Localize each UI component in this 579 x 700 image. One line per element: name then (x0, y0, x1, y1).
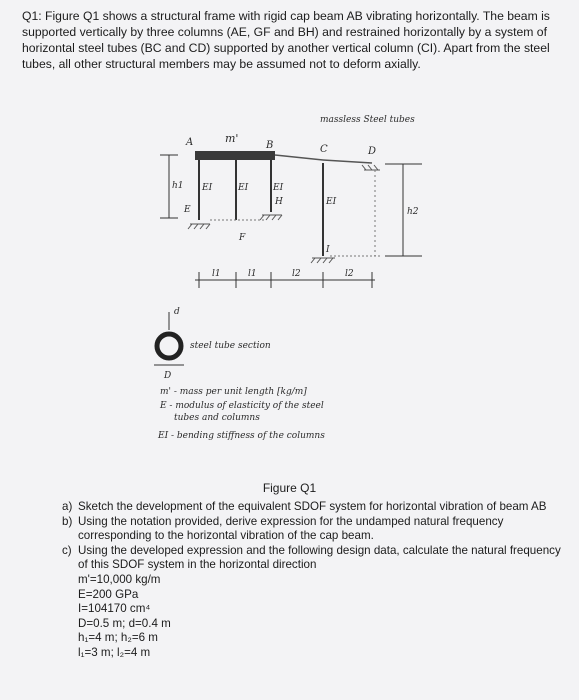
part-b-label: b) (62, 514, 73, 528)
design-data-item: m'=10,000 kg/m (78, 572, 161, 586)
part-a-text: Sketch the development of the equivalent SDOF system for horizontal vibration of beam AB (78, 500, 547, 513)
label-F: F (239, 233, 246, 243)
design-data-item: l₁=3 m; l₂=4 m (78, 645, 151, 659)
label-h1: h1 (172, 181, 184, 191)
part-c (62, 544, 562, 573)
sub-questions (62, 500, 562, 661)
label-EI-2: EI (238, 183, 249, 193)
note-1: m' - mass per unit length [kg/m] (160, 387, 307, 397)
tube-section-circle (157, 334, 181, 358)
label-B: B (266, 140, 274, 151)
label-E: E (184, 205, 191, 215)
part-b (62, 515, 562, 544)
part-c-text: Using the developed expression and the following design data, calculate the natural frequency of this SDOF system in the horizontal direction (78, 543, 561, 572)
label-EI-3: EI (273, 183, 284, 193)
tube-bc (275, 155, 323, 160)
label-D-dim: D (164, 371, 172, 381)
label-d: d (174, 307, 180, 317)
label-tube-section: steel tube section (190, 341, 271, 351)
label-l2-b: l2 (345, 269, 354, 279)
label-mprime: m' (225, 132, 239, 145)
design-data-item: D=0.5 m; d=0.4 m (78, 616, 171, 630)
label-l1-a: l1 (212, 269, 221, 279)
label-A: A (186, 137, 194, 148)
tube-cd (323, 160, 372, 163)
label-h2: h2 (407, 207, 419, 217)
note-4: EI - bending stiffness of the columns (158, 431, 325, 441)
label-l2-a: l2 (292, 269, 301, 279)
label-C: C (320, 144, 328, 155)
label-I: I (326, 245, 330, 255)
frame-diagram (140, 108, 440, 468)
label-l1-b: l1 (248, 269, 257, 279)
label-EI-4: EI (326, 197, 337, 207)
figure-q1 (140, 108, 440, 468)
label-massless: massless Steel tubes (320, 115, 415, 125)
note-2: E - modulus of elasticity of the steel (160, 401, 324, 411)
label-EI-1: EI (202, 183, 213, 193)
design-data-item: h₁=4 m; h₂=6 m (78, 631, 158, 645)
label-H: H (275, 197, 283, 207)
design-data-item: I=104170 cm⁴ (78, 602, 151, 616)
label-D: D (368, 146, 377, 157)
design-data (78, 573, 562, 661)
cap-beam-ab (195, 151, 275, 160)
figure-caption: Figure Q1 (262, 481, 317, 495)
part-a (62, 500, 562, 515)
design-data-item: E=200 GPa (78, 587, 139, 601)
part-c-label: c) (62, 543, 72, 557)
question-text: Q1: Figure Q1 shows a structural frame with rigid cap beam AB vibrating horizontally. The beam is supported vertically by three columns (AE, GF and BH) and restrained horizontally by a system of horizontal steel tubes (BC and CD) supported by another vertical column (CI). Apart from the steel tubes, all other structural members may be assumed not to deform axially. (22, 9, 550, 71)
support-hatching (188, 165, 380, 263)
note-3: tubes and columns (174, 413, 260, 423)
part-a-label: a) (62, 500, 73, 513)
part-b-text: Using the notation provided, derive expression for the undamped natural frequency corresponding to the horizontal vibration of the cap beam. (78, 514, 504, 543)
